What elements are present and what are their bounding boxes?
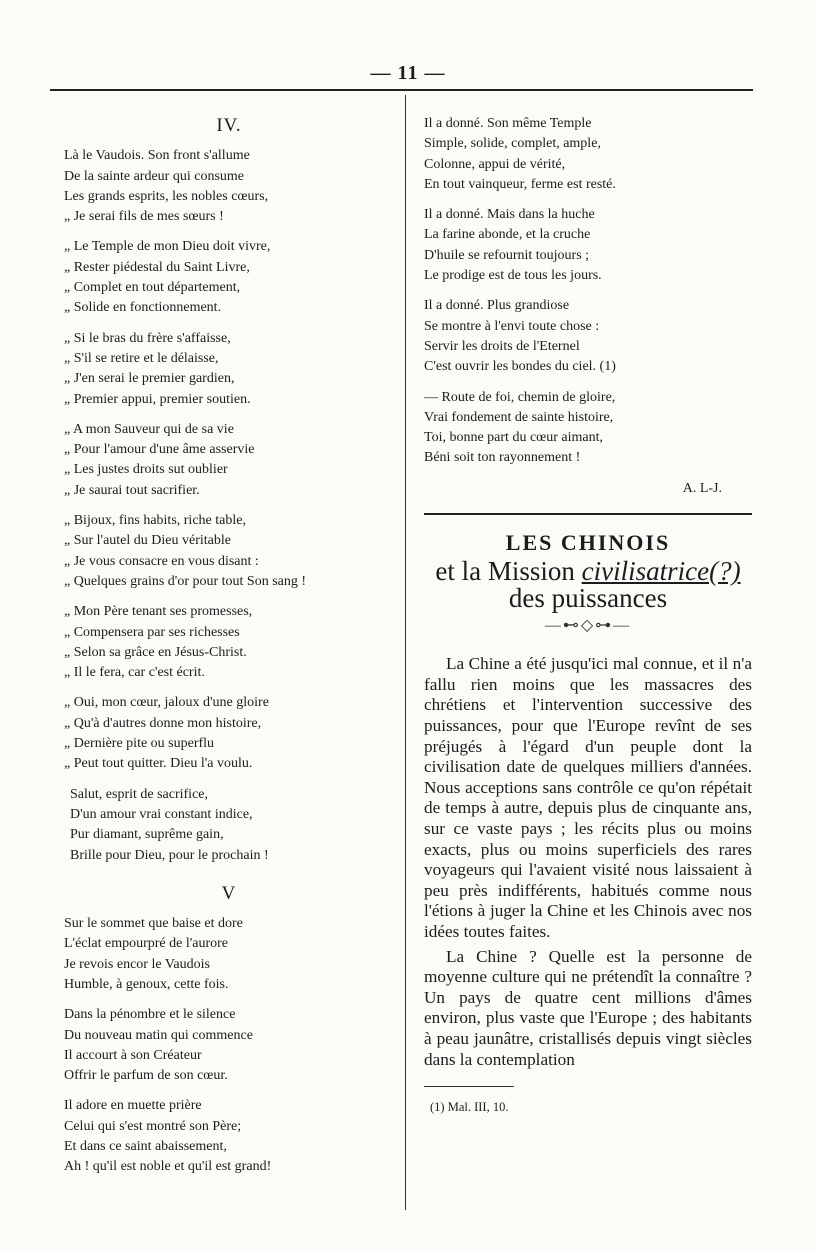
poem-signature: A. L-J. <box>682 480 722 496</box>
poem-stanza <box>424 388 752 469</box>
article-paragraph-1: La Chine a été jusqu'ici mal connue, et il n'a fallu rien moins que les massacres des chrétiens et l'intervention successive des puissances, pour que l'Europe revînt de ses préjugés à l'égard d'un peuple dont la civilisation date de quelques milliers d'années. Nous acceptions sans contrôle ce qu'on répétait de temps à autre, depuis plus de cinquante ans, sur ce vaste pays ; les récits plus ou moins exacts, plus ou moins superficiels des rares voyageurs qui l'avaient visité nous laissaient à peu près indifférents, habitués comme nous l'étions à juger la Chine et les Chinois avec nos idées toutes faites. <box>424 654 752 941</box>
poem-stanza <box>64 1096 394 1177</box>
poem-line: Il a donné. Plus grandiose <box>424 298 570 314</box>
poem-line: Il a donné. Son même Temple <box>424 116 592 131</box>
poem-line: Il accourt à son Créateur <box>64 1047 202 1063</box>
poem-line: Offrir le parfum de son cœur. <box>64 1068 228 1084</box>
poem-line: Vrai fondement de sainte histoire, <box>424 409 614 425</box>
poem-line: Les grands esprits, les nobles cœurs, <box>64 188 269 204</box>
poem-line: Pur diamant, suprême gain, <box>70 827 224 843</box>
poem-line: „ Les justes droits sut oublier <box>64 462 228 478</box>
poem-line: Du nouveau matin qui commence <box>64 1027 253 1043</box>
column-divider <box>405 95 406 1210</box>
poem-line: Simple, solide, complet, ample, <box>424 136 601 152</box>
footnote-rule <box>424 1086 514 1087</box>
article-subtitle <box>424 556 752 587</box>
poem-line: De la sainte ardeur qui consume <box>64 168 244 184</box>
poem-line: „ Dernière pite ou superflu <box>64 736 215 752</box>
poem-line: „ Je serai fils de mes sœurs ! <box>64 209 224 225</box>
poem-line: L'éclat empourpré de l'aurore <box>64 936 229 952</box>
poem-closing-stanza <box>64 785 394 866</box>
section-heading-v: V <box>221 882 237 904</box>
poem-line: „ Peut tout quitter. Dieu l'a voulu. <box>64 756 253 772</box>
poem-line: Servir les droits de l'Eternel <box>424 338 580 354</box>
poem-line: Colonne, appui de vérité, <box>424 156 566 172</box>
poem-stanza <box>64 329 394 410</box>
poem-stanza <box>424 205 752 286</box>
poem-stanza <box>64 420 394 501</box>
poem-stanza <box>424 114 752 195</box>
poem-stanza <box>64 693 394 774</box>
poem-stanza <box>64 511 394 592</box>
poem-line: Toi, bonne part du cœur aimant, <box>424 430 604 446</box>
poem-line: La farine abonde, et la cruche <box>424 227 591 243</box>
page-number: — 11 — <box>370 62 446 84</box>
poem-line: D'un amour vrai constant indice, <box>70 806 253 822</box>
poem-line: „ Compensera par ses richesses <box>64 624 240 640</box>
article-subtitle-prefix: et la Mission <box>435 556 582 587</box>
poem-line: „ Bijoux, fins habits, riche table, <box>64 513 246 529</box>
poem-line: Il adore en muette prière <box>64 1098 202 1114</box>
poem-line: Et dans ce saint abaissement, <box>64 1139 227 1155</box>
ornament-divider: —⊷◇⊶— <box>544 616 632 634</box>
poem-line: Je revois encor le Vaudois <box>64 956 210 972</box>
poem-line: „ Si le bras du frère s'affaisse, <box>64 330 231 346</box>
poem-line: Celui qui s'est montré son Père; <box>64 1118 242 1134</box>
poem-stanza <box>64 1005 394 1086</box>
article-subtitle-italic: civilisatrice(?) <box>581 556 741 587</box>
poem-line: „ Je vous consacre en vous disant : <box>64 553 259 569</box>
poem-line: „ Il le fera, car c'est écrit. <box>64 665 205 681</box>
right-column <box>424 114 752 1117</box>
poem-line: „ Pour l'amour d'une âme asservie <box>64 442 255 458</box>
poem-line: D'huile se refournit toujours ; <box>424 247 590 263</box>
poem-line: „ Qu'à d'autres donne mon histoire, <box>64 715 262 731</box>
poem-line: „ Rester piédestal du Saint Livre, <box>64 259 250 275</box>
poem-stanza <box>64 602 394 683</box>
poem-section-v <box>64 914 394 1178</box>
article-subtitle-line3: des puissances <box>508 582 668 613</box>
poem-continuation <box>424 114 752 469</box>
poem-stanza <box>64 146 394 227</box>
poem-line: Béni soit ton rayonnement ! <box>424 450 581 466</box>
poem-line: „ Complet en tout département, <box>64 280 241 296</box>
footnote: (1) Mal. III, 10. <box>430 1100 509 1115</box>
poem-line: C'est ouvrir les bondes du ciel. (1) <box>424 359 616 375</box>
section-rule <box>424 513 752 515</box>
article-title: LES CHINOIS <box>505 530 671 556</box>
article-paragraph-2: La Chine ? Quelle est la personne de moyenne culture qui ne prétendît la connaître ? Un pays de quatre cent millions d'âmes environ, plus vaste que l'Europe ; des habitants à peau jaunâtre, cristallisés depuis vingt siècles dans la contemplation <box>424 946 752 1069</box>
poem-line: Brille pour Dieu, pour le prochain ! <box>70 847 269 863</box>
poem-line: „ A mon Sauveur qui de sa vie <box>64 421 234 437</box>
poem-line: Se montre à l'envi toute chose : <box>424 318 600 334</box>
poem-line: „ Solide en fonctionnement. <box>64 300 222 316</box>
poem-line: „ Premier appui, premier soutien. <box>64 391 251 407</box>
header-rule <box>50 89 753 91</box>
poem-stanza <box>424 296 752 377</box>
poem-line: Dans la pénombre et le silence <box>64 1007 236 1023</box>
poem-line: „ Sur l'autel du Dieu véritable <box>64 533 231 549</box>
section-heading-iv: IV. <box>216 115 242 136</box>
poem-line: „ J'en serai le premier gardien, <box>64 371 235 387</box>
poem-line: — Route de foi, chemin de gloire, <box>424 389 616 405</box>
poem-line: „ S'il se retire et le délaisse, <box>64 350 219 366</box>
poem-line: Salut, esprit de sacrifice, <box>70 786 209 802</box>
poem-line: „ Le Temple de mon Dieu doit vivre, <box>64 239 271 255</box>
poem-line: Il a donné. Mais dans la huche <box>424 207 595 223</box>
poem-line: „ Je saurai tout sacrifier. <box>64 482 200 498</box>
poem-line: „ Mon Père tenant ses promesses, <box>64 604 253 620</box>
left-column <box>64 114 394 1188</box>
poem-line: „ Selon sa grâce en Jésus-Christ. <box>64 644 247 660</box>
poem-line: „ Quelques grains d'or pour tout Son sang ! <box>64 573 307 589</box>
poem-stanza <box>64 914 394 995</box>
poem-stanza <box>64 237 394 318</box>
poem-line: Le prodige est de tous les jours. <box>424 268 602 284</box>
poem-line: Là le Vaudois. Son front s'allume <box>64 148 250 164</box>
poem-section-iv <box>64 146 394 774</box>
poem-line: „ Oui, mon cœur, jaloux d'une gloire <box>64 695 269 711</box>
poem-line: Ah ! qu'il est noble et qu'il est grand! <box>64 1159 272 1175</box>
poem-line: Sur le sommet que baise et dore <box>64 916 243 932</box>
poem-line: Humble, à genoux, cette fois. <box>64 976 229 992</box>
poem-line: En tout vainqueur, ferme est resté. <box>424 176 616 192</box>
